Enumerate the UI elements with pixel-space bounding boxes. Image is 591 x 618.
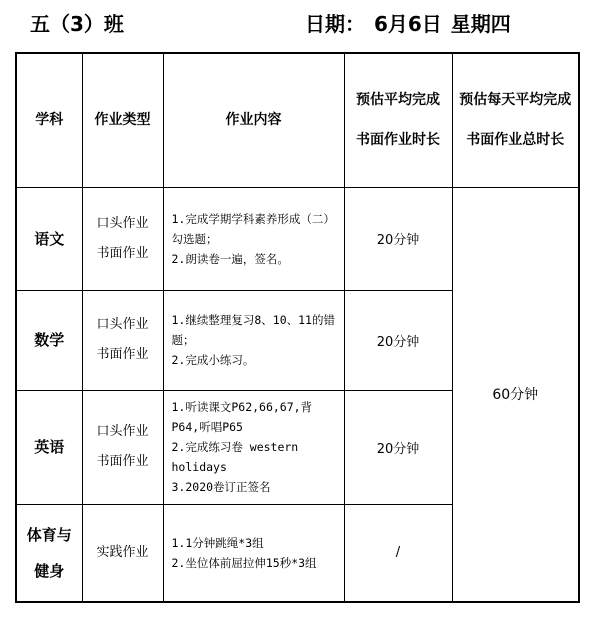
content-cell — [163, 504, 344, 602]
type-label: 实践作业 — [96, 544, 149, 560]
class-name: 五（3）班 — [30, 12, 124, 36]
type-label: 口头作业 — [96, 424, 149, 439]
content-cell — [163, 187, 344, 290]
content-cell — [163, 290, 344, 390]
content-line: 1.完成学期学科素养形成（二）勾选题； — [171, 211, 335, 246]
content-line: 2.完成练习卷 western holidays — [171, 440, 299, 474]
type-label: 书面作业 — [96, 454, 149, 469]
content-line: 2.坐位体前屈拉伸15秒*3组 — [171, 555, 317, 570]
subject-cell: 语文 — [16, 187, 82, 290]
header-total: 预估每天平均完成书面作业总时长 — [452, 53, 579, 187]
type-label: 书面作业 — [96, 347, 149, 362]
subject-cell: 英语 — [16, 390, 82, 504]
subject-cell: 数学 — [16, 290, 82, 390]
header-duration: 预估平均完成书面作业时长 — [344, 53, 452, 187]
duration-cell: / — [344, 504, 452, 602]
header-subject: 学科 — [16, 53, 82, 187]
total-time-cell: 60分钟 — [452, 187, 579, 602]
content-line: 3.2020卷订正签名 — [171, 480, 271, 494]
content-line: 1.1分钟跳绳*3组 — [171, 535, 264, 550]
content-line: 1.继续整理复习8、10、11的错题； — [171, 313, 335, 347]
content-cell — [163, 390, 344, 504]
content-line: 2.朗读卷一遍，签名。 — [171, 251, 289, 266]
content-line: 2.完成小练习。 — [171, 353, 255, 367]
duration-cell: 20分钟 — [344, 187, 452, 290]
type-cell — [82, 504, 163, 602]
header-type: 作业类型 — [82, 53, 163, 187]
subject-cell: 体育与健身 — [16, 504, 82, 602]
date-text: 日期： 6月6日 星期四 — [305, 12, 511, 36]
type-label: 口头作业 — [96, 215, 149, 231]
type-label: 口头作业 — [96, 317, 149, 332]
page-header — [0, 0, 591, 48]
duration-cell: 20分钟 — [344, 290, 452, 390]
duration-cell: 20分钟 — [344, 390, 452, 504]
type-cell — [82, 290, 163, 390]
type-label: 书面作业 — [96, 245, 149, 261]
content-line: 1.听读课文P62,66,67,背P64,听唱P65 — [171, 400, 313, 434]
table-row — [16, 187, 579, 290]
table-header-row — [16, 53, 579, 187]
homework-table — [15, 52, 580, 603]
type-cell — [82, 390, 163, 504]
type-cell — [82, 187, 163, 290]
header-content: 作业内容 — [163, 53, 344, 187]
